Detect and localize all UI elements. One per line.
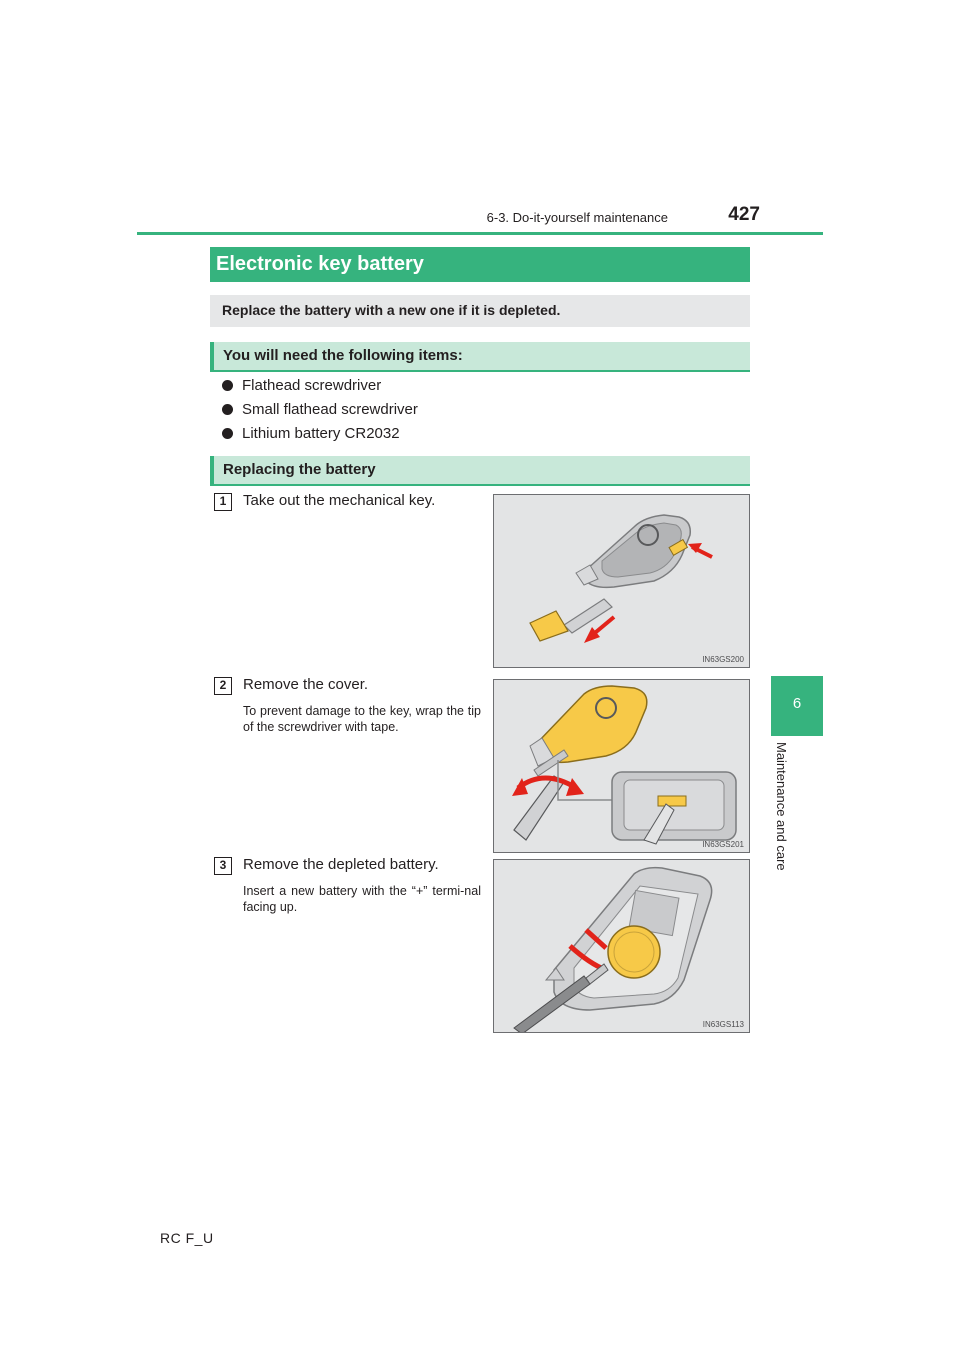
running-header-section: 6-3. Do-it-yourself maintenance <box>486 210 668 225</box>
figure-remove-battery <box>493 859 750 1033</box>
header-rule <box>137 232 823 235</box>
key-fob-illustration <box>494 495 750 668</box>
step-text: Remove the depleted battery. <box>243 856 439 873</box>
step-note: Insert a new battery with the “+” termi-nal facing up. <box>243 884 481 914</box>
chapter-label-text: Maintenance and care <box>774 742 789 871</box>
bullet-icon <box>222 380 233 391</box>
step-number: 1 <box>214 493 232 511</box>
figure-remove-key <box>493 494 750 668</box>
figure-code: IN63GS201 <box>702 840 744 849</box>
bullet-icon <box>222 404 233 415</box>
figure-remove-cover <box>493 679 750 853</box>
list-item: Small flathead screwdriver <box>222 401 418 418</box>
step-number: 3 <box>214 857 232 875</box>
list-item: Flathead screwdriver <box>222 377 381 394</box>
page-number: 427 <box>728 204 760 225</box>
step-number: 2 <box>214 677 232 695</box>
list-item: Lithium battery CR2032 <box>222 425 400 442</box>
figure-code: IN63GS113 <box>702 1020 744 1029</box>
bullet-icon <box>222 428 233 439</box>
figure-code: IN63GS200 <box>702 655 744 664</box>
step-text: Remove the cover. <box>243 676 369 693</box>
cover-removal-illustration <box>494 680 750 853</box>
footer-model-code: RC F_U <box>160 1230 214 1246</box>
battery-removal-illustration <box>494 860 750 1033</box>
chapter-label <box>771 742 823 902</box>
intro-box: Replace the battery with a new one if it is depleted. <box>210 295 750 327</box>
step-note: To prevent damage to the key, wrap the tip of the screwdriver with tape. <box>243 704 481 734</box>
replace-heading: Replacing the battery <box>210 456 750 486</box>
page-title: Electronic key battery <box>210 247 750 282</box>
items-heading: You will need the following items: <box>210 342 750 372</box>
step-text: Take out the mechanical key. <box>243 492 436 509</box>
chapter-tab: 6 <box>771 676 823 736</box>
